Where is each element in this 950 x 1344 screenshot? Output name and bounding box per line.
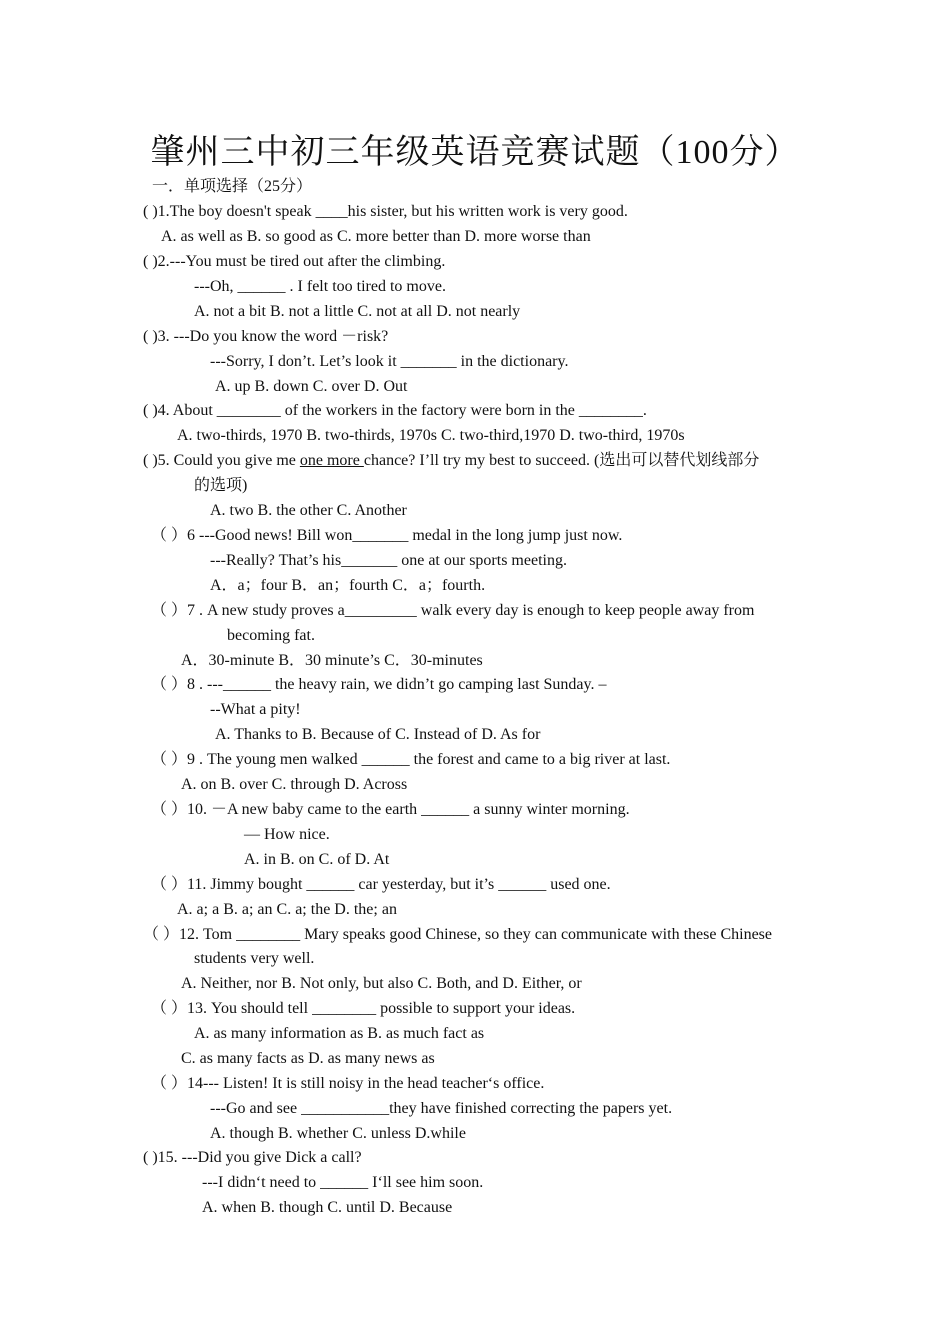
question-line: students very well. [194,950,315,967]
question-line: ( )3. ---Do you know the word －risk? [143,328,389,345]
underlined-phrase: one more [299,452,364,469]
question-line: ---Go and see ___________they have finished correcting the papers yet. [210,1100,673,1117]
question-text: ( )5. Could you give me [143,452,300,469]
question-line: A. two B. the other C. Another [210,502,407,519]
question-line: A．a；four B．an；fourth C．a；fourth. [210,577,486,594]
question-line: A. a; a B. a; an C. a; the D. the; an [177,901,397,918]
question-line: （ ）8 . ---______ the heavy rain, we didn’t go camping last Sunday. – [151,676,607,693]
question-line: ( )1.The boy doesn't speak ____his sister, but his written work is very good. [143,203,628,220]
question-line: ---Really? That’s his_______ one at our sports meeting. [210,552,567,569]
section-heading: 一．单项选择（25分） [152,178,313,195]
question-line: C. as many facts as D. as many news as [181,1050,435,1067]
question-line: （ ）9 . The young men walked ______ the forest and came to a big river at last. [151,751,671,768]
question-line: ---I didn‘t need to ______ I‘ll see him soon. [202,1174,484,1191]
question-line: A. when B. though C. until D. Because [202,1199,453,1216]
question-line: A. as many information as B. as much fact as [194,1025,485,1042]
question-line: ( )2.---You must be tired out after the climbing. [143,253,446,270]
question-text: chance? I’ll try my best to succeed. (选出可以替代划线部分 [363,452,760,469]
question-line: A. two-thirds, 1970 B. two-thirds, 1970s C. two-third,1970 D. two-third, 1970s [177,427,685,444]
exam-title: 肇州三中初三年级英语竞赛试题（100分） [150,134,800,171]
question-line: （ ）12. Tom ________ Mary speaks good Chinese, so they can communicate with these Chinese [143,926,772,943]
question-line: A. Thanks to B. Because of C. Instead of D. As for [215,726,541,743]
question-line: becoming fat. [227,627,315,644]
question-line: A. on B. over C. through D. Across [181,776,408,793]
question-line: A. Neither, nor B. Not only, but also C. Both, and D. Either, or [181,975,582,992]
question-line: （ ）7 . A new study proves a_________ walk every day is enough to keep people away from [151,602,755,619]
question-line: A. as well as B. so good as C. more better than D. more worse than [161,228,591,245]
question-line: （ ）14--- Listen! It is still noisy in the head teacher‘s office. [151,1075,545,1092]
question-line: ( )15. ---Did you give Dick a call? [143,1149,362,1166]
question-line: A. in B. on C. of D. At [244,851,390,868]
question-line: A. not a bit B. not a little C. not at all D. not nearly [194,303,521,320]
question-line: A. up B. down C. over D. Out [215,378,408,395]
question-line: ---Oh, ______ . I felt too tired to move. [194,278,446,295]
question-line: A. though B. whether C. unless D.while [210,1125,466,1142]
question-line: （ ）11. Jimmy bought ______ car yesterday, but it’s ______ used one. [151,876,611,893]
question-line: ---Sorry, I don’t. Let’s look it _______ in the dictionary. [210,353,569,370]
question-line: （ ）6 ---Good news! Bill won_______ medal in the long jump just now. [151,527,623,544]
question-line: （ ）13. You should tell ________ possible to support your ideas. [151,1000,576,1017]
question-line: A．30-minute B．30 minute’s C．30-minutes [181,652,483,669]
question-line: ( )4. About ________ of the workers in the factory were born in the ________. [143,402,647,419]
question-line: — How nice. [244,826,330,843]
question-line: （ ）10. －A new baby came to the earth ______ a sunny winter morning. [151,801,630,818]
question-line: --What a pity! [210,701,301,718]
question-line [143,450,759,472]
question-line: 的选项) [194,477,248,494]
